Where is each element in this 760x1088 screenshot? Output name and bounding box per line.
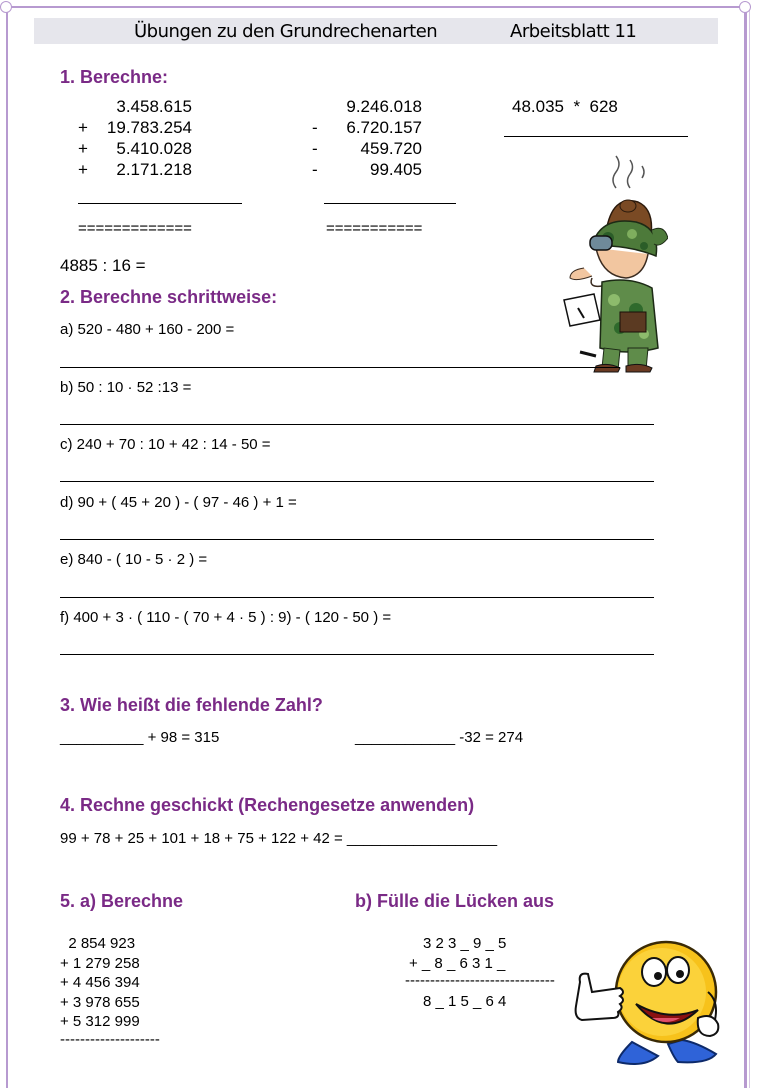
addend: 3.458.615 <box>116 97 192 116</box>
task-2a: a) 520 - 480 + 160 - 200 = <box>60 321 235 338</box>
division-task: 4885 : 16 = <box>60 256 146 275</box>
thumbs-up-smiley-illustration <box>572 934 734 1072</box>
worksheet-header <box>34 18 718 44</box>
sheet-number: Arbeitsblatt 11 <box>510 21 637 42</box>
gap-row-1: 3 2 3 _ 9 _ 5 <box>423 935 507 952</box>
section-2-heading: 2. Berechne schrittweise: <box>60 287 278 307</box>
corner-ornament-right <box>739 1 751 13</box>
gap-separator: ------------------------------ <box>405 972 555 989</box>
addend-row: 2 854 923 <box>60 935 136 952</box>
soldier-illustration <box>556 150 668 374</box>
answer-line-2a <box>60 367 620 368</box>
product-line <box>504 136 688 137</box>
page-frame-top <box>6 6 746 8</box>
plus-sign: + <box>78 118 88 137</box>
section-3-heading: 3. Wie heißt die fehlende Zahl? <box>60 695 323 715</box>
task-2d: d) 90 + ( 45 + 20 ) - ( 97 - 46 ) + 1 = <box>60 494 297 511</box>
task-2b: b) 50 : 10 · 52 :13 = <box>60 379 192 396</box>
task-2f: f) 400 + 3 · ( 110 - ( 70 + 4 · 5 ) : 9) - ( 120 - 50 ) = <box>60 609 392 626</box>
addend-row: + 4 456 394 <box>60 974 140 991</box>
addend-row: + 3 978 655 <box>60 993 140 1011</box>
subtrahend: 99.405 <box>370 160 422 179</box>
corner-ornament-left <box>0 1 12 13</box>
plus-sign: + <box>78 139 88 158</box>
subtrahend: 9.246.018 <box>346 97 422 116</box>
sum-separator: -------------------- <box>60 1031 160 1048</box>
multiplication-task: 48.035 * 628 <box>512 97 618 116</box>
addend-row: + 5 312 999 <box>60 1013 140 1030</box>
page-frame-right <box>744 6 747 1088</box>
task-2c: c) 240 + 70 : 10 + 42 : 14 - 50 = <box>60 436 271 453</box>
section-4-heading: 4. Rechne geschickt (Rechengesetze anwenden) <box>60 795 475 815</box>
addend-row: + 1 279 258 <box>60 954 140 972</box>
subtrahend: 6.720.157 <box>346 118 422 137</box>
minus-sign: - <box>312 118 318 137</box>
equals-row: ============= <box>78 220 192 237</box>
addend: 2.171.218 <box>116 160 192 179</box>
clever-sum-task: 99 + 78 + 25 + 101 + 18 + 75 + 122 + 42 = __________________ <box>60 830 498 847</box>
sum-line <box>78 203 242 204</box>
plus-sign: + <box>78 160 88 179</box>
task-2e: e) 840 - ( 10 - 5 · 2 ) = <box>60 551 208 568</box>
page-frame-left <box>6 8 8 1088</box>
section-5b-heading: b) Fülle die Lücken aus <box>355 891 555 911</box>
answer-line-2e <box>60 597 654 598</box>
subtrahend: 459.720 <box>360 139 422 158</box>
missing-number-task-1: __________ + 98 = 315 <box>60 729 220 746</box>
addend: 5.410.028 <box>116 139 192 158</box>
section-1-heading: 1. Berechne: <box>60 67 169 87</box>
answer-line-2b <box>60 424 654 425</box>
answer-line-2d <box>60 539 654 540</box>
page-frame-right-inner <box>749 6 750 1088</box>
addend: 19.783.254 <box>106 118 192 137</box>
minus-sign: - <box>312 160 318 179</box>
equals-row: =========== <box>326 220 423 237</box>
gap-row-2: + _ 8 _ 6 3 1 _ <box>409 954 506 972</box>
answer-line-2c <box>60 481 654 482</box>
gap-result: 8 _ 1 5 _ 6 4 <box>423 993 507 1010</box>
section-5a-heading: 5. a) Berechne <box>60 891 184 911</box>
difference-line <box>324 203 456 204</box>
minus-sign: - <box>312 139 318 158</box>
answer-line-2f <box>60 654 654 655</box>
worksheet-title: Übungen zu den Grundrechenarten <box>134 21 438 42</box>
missing-number-task-2: ____________ -32 = 274 <box>355 729 524 746</box>
